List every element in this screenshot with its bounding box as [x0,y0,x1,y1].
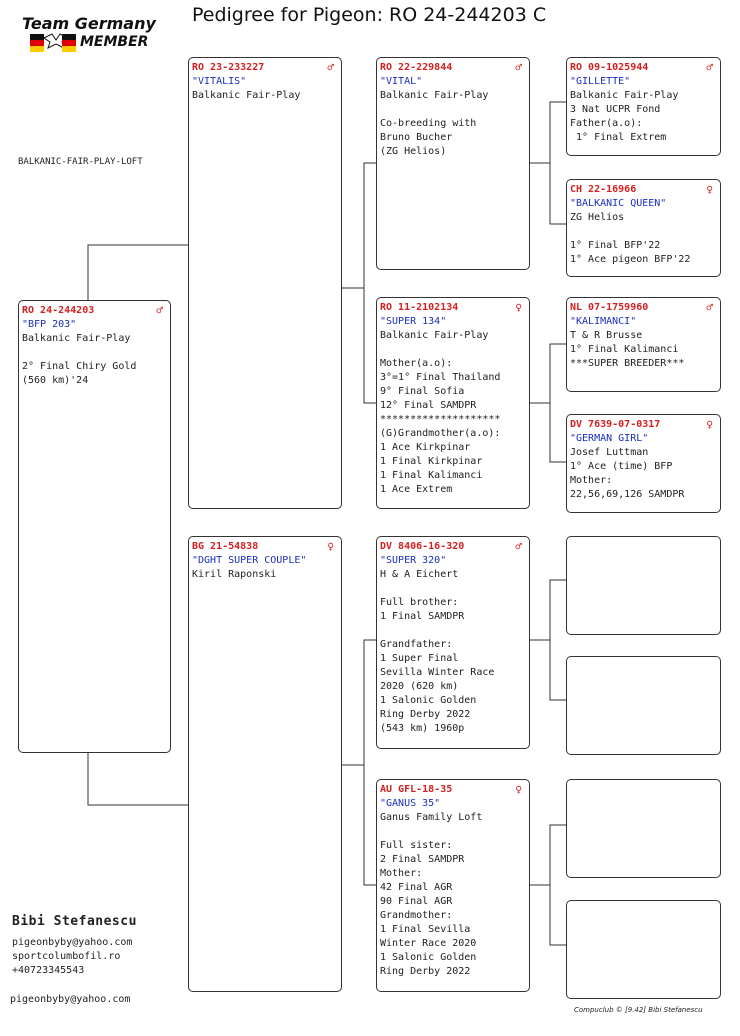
info-line: 1 Final SAMDPR [380,611,465,622]
pigeon-card-father[interactable] [188,57,342,509]
info-line: Co-breeding with [380,118,477,129]
pigeon-name: "GILLETTE" [570,76,631,87]
info-line: 22,56,69,126 SAMDPR [570,489,685,500]
male-icon: ♂ [706,301,713,314]
info-line: 1 Final Kalimanci [380,470,483,481]
info-line: Balkanic Fair-Play [380,330,489,341]
info-line: 1 Ace Extrem [380,484,453,495]
info-line: Bruno Bucher [380,132,453,143]
info-line: (543 km) 1960p [380,723,465,734]
info-line: 1 Final Kirkpinar [380,456,483,467]
ring-number: DV 7639-07-0317 [570,419,661,430]
info-line: 2020 (620 km) [380,681,459,692]
pigeon-name: "SUPER 320" [380,555,447,566]
loft-name: BALKANIC-FAIR-PLAY-LOFT [18,157,143,167]
pigeon-card-subject[interactable] [18,300,171,753]
info-line: H & A Eichert [380,569,459,580]
info-line: 1° Ace pigeon BFP'22 [570,254,691,265]
ring-number: RO 11-2102134 [380,302,459,313]
female-icon: ♀ [706,183,713,196]
info-line: Ganus Family Loft [380,812,483,823]
pigeon-card-maternal-grandmother[interactable] [376,779,530,992]
info-line: Mother: [380,868,423,879]
info-line [380,103,526,117]
pigeon-card-maternal-grandfather[interactable] [376,536,530,749]
info-line: 1° Final BFP'22 [570,240,661,251]
info-line: 42 Final AGR [380,882,453,893]
female-icon: ♀ [706,418,713,431]
ring-number: CH 22-16966 [570,184,637,195]
pigeon-name: "GERMAN GIRL" [570,433,649,444]
breeder-email-bottom[interactable]: pigeonbyby@yahoo.com [10,994,131,1005]
info-line: ******************** [380,414,501,425]
info-line: ZG Helios [570,212,625,223]
pigeon-name: "VITALIS" [192,76,247,87]
info-line [380,825,526,839]
info-line: Full brother: [380,597,459,608]
info-line: Balkanic Fair-Play [192,90,301,101]
info-line: 1 Salonic Golden [380,952,477,963]
page-title: Pedigree for Pigeon: RO 24-244203 C [192,4,547,26]
info-line: (ZG Helios) [380,146,447,157]
info-line: Mother: [570,475,613,486]
pigeon-card-ffm[interactable] [566,179,721,277]
info-line: Full sister: [380,840,453,851]
male-icon: ♂ [327,61,334,74]
info-line: 12° Final SAMDPR [380,400,477,411]
info-line: (G)Grandmother(a.o): [380,428,501,439]
ring-number: DV 8406-16-320 [380,541,465,552]
female-icon: ♀ [515,783,522,796]
pigeon-card-empty[interactable] [566,656,721,755]
info-line: (560 km)'24 [22,375,89,386]
info-line [380,624,526,638]
info-line: Balkanic Fair-Play [22,333,131,344]
info-line: 1 Salonic Golden [380,695,477,706]
info-line [22,346,167,360]
info-line: 1 Ace Kirkpinar [380,442,471,453]
pigeon-card-fff[interactable] [566,57,721,156]
ring-number: RO 23-233227 [192,62,265,73]
pigeon-name: "GANUS 35" [380,798,441,809]
info-line: 1 Final Sevilla [380,924,471,935]
pigeon-card-mother[interactable] [188,536,342,992]
info-line: Grandfather: [380,639,453,650]
pigeon-name: "DGHT SUPER COUPLE" [192,555,307,566]
info-line: 3 Nat UCPR Fond [570,104,661,115]
info-line: 1° Ace (time) BFP [570,461,673,472]
breeder-website[interactable]: sportcolumbofil.ro [12,951,121,962]
info-line: 90 Final AGR [380,896,453,907]
ring-number: NL 07-1759960 [570,302,649,313]
pigeon-card-empty[interactable] [566,779,721,878]
info-line: Josef Luttman [570,447,649,458]
info-line: Sevilla Winter Race [380,667,495,678]
member-logo-text: MEMBER [80,34,149,50]
pigeon-name: "BFP 203" [22,319,77,330]
info-line: 3°=1° Final Thailand [380,372,501,383]
pigeon-card-fmf[interactable] [566,297,721,392]
info-line: T & R Brusse [570,330,643,341]
info-line: 2° Final Chiry Gold [22,361,137,372]
info-line [380,343,526,357]
info-line: 1° Final Kalimanci [570,344,679,355]
info-line [380,582,526,596]
info-line: ***SUPER BREEDER*** [570,358,685,369]
info-line: 2 Final SAMDPR [380,854,465,865]
pigeon-card-paternal-grandfather[interactable] [376,57,530,270]
info-line: Ring Derby 2022 [380,966,471,977]
team-germany-logo-text: Team Germany [22,14,156,33]
breeder-phone: +40723345543 [12,965,85,976]
ring-number: RO 24-244203 [22,305,95,316]
pigeon-name: "BALKANIC QUEEN" [570,198,667,209]
pigeon-card-paternal-grandmother[interactable] [376,297,530,509]
info-line: Balkanic Fair-Play [570,90,679,101]
info-line: 1° Final Extrem [570,132,667,143]
info-line: Father(a.o): [570,118,643,129]
breeder-name: Bibi Stefanescu [12,914,137,929]
info-line: Mother(a.o): [380,358,453,369]
pigeon-name: "SUPER 134" [380,316,447,327]
ring-number: AU GFL-18-35 [380,784,453,795]
pigeon-card-fmm[interactable] [566,414,721,513]
male-icon: ♂ [706,61,713,74]
female-icon: ♀ [327,540,334,553]
info-line: Kiril Raponski [192,569,277,580]
info-line: Winter Race 2020 [380,938,477,949]
pigeon-name: "VITAL" [380,76,423,87]
info-line: Balkanic Fair-Play [380,90,489,101]
info-line [570,225,717,239]
male-icon: ♂ [515,540,522,553]
ring-number: RO 22-229844 [380,62,453,73]
pigeon-card-empty[interactable] [566,536,721,635]
female-icon: ♀ [515,301,522,314]
breeder-email[interactable]: pigeonbyby@yahoo.com [12,937,133,948]
info-line: Grandmother: [380,910,453,921]
pigeon-name: "KALIMANCI" [570,316,637,327]
info-line: 1 Super Final [380,653,459,664]
male-icon: ♂ [515,61,522,74]
ring-number: BG 21-54838 [192,541,259,552]
info-line: 9° Final Sofia [380,386,465,397]
info-line: Ring Derby 2022 [380,709,471,720]
software-credit: Compuclub © [9.42] Bibi Stefanescu [574,1006,703,1014]
male-icon: ♂ [156,304,163,317]
ring-number: RO 09-1025944 [570,62,649,73]
pigeon-card-empty[interactable] [566,900,721,999]
